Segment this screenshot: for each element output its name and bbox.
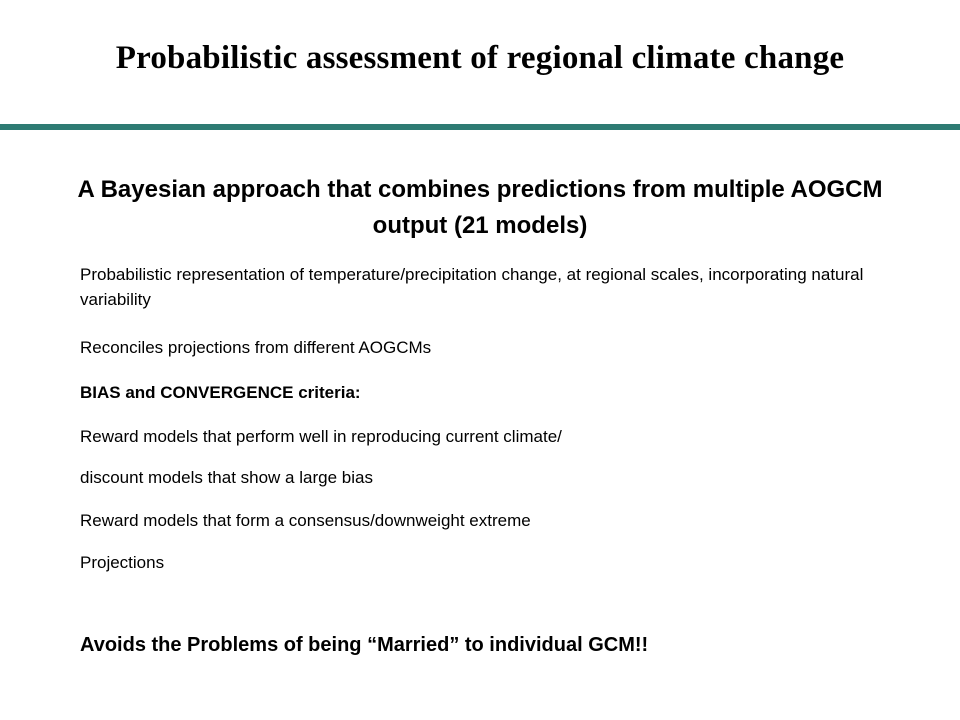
- closing-statement: Avoids the Problems of being “Married” to individual GCM!!: [80, 634, 649, 656]
- slide-subtitle: A Bayesian approach that combines predictions from multiple AOGCM output (21 models): [77, 176, 883, 239]
- bullet-criteria-heading: BIAS and CONVERGENCE criteria:: [80, 383, 361, 402]
- title-divider: [0, 124, 960, 130]
- bullet-projections: Projections: [80, 553, 165, 572]
- bullet-discount-bias: discount models that show a large bias: [80, 468, 373, 487]
- bullet-probabilistic-representation: Probabilistic representation of temperature/precipitation change, at regional scales, incorporating natural variability: [80, 265, 864, 309]
- bullet-reconciles-projections: Reconciles projections from different AOGCMs: [80, 338, 432, 357]
- bullet-reward-performance: Reward models that perform well in reproducing current climate/: [80, 427, 562, 446]
- slide-title: Probabilistic assessment of regional climate change: [115, 40, 845, 76]
- bullet-reward-consensus: Reward models that form a consensus/downweight extreme: [80, 511, 531, 530]
